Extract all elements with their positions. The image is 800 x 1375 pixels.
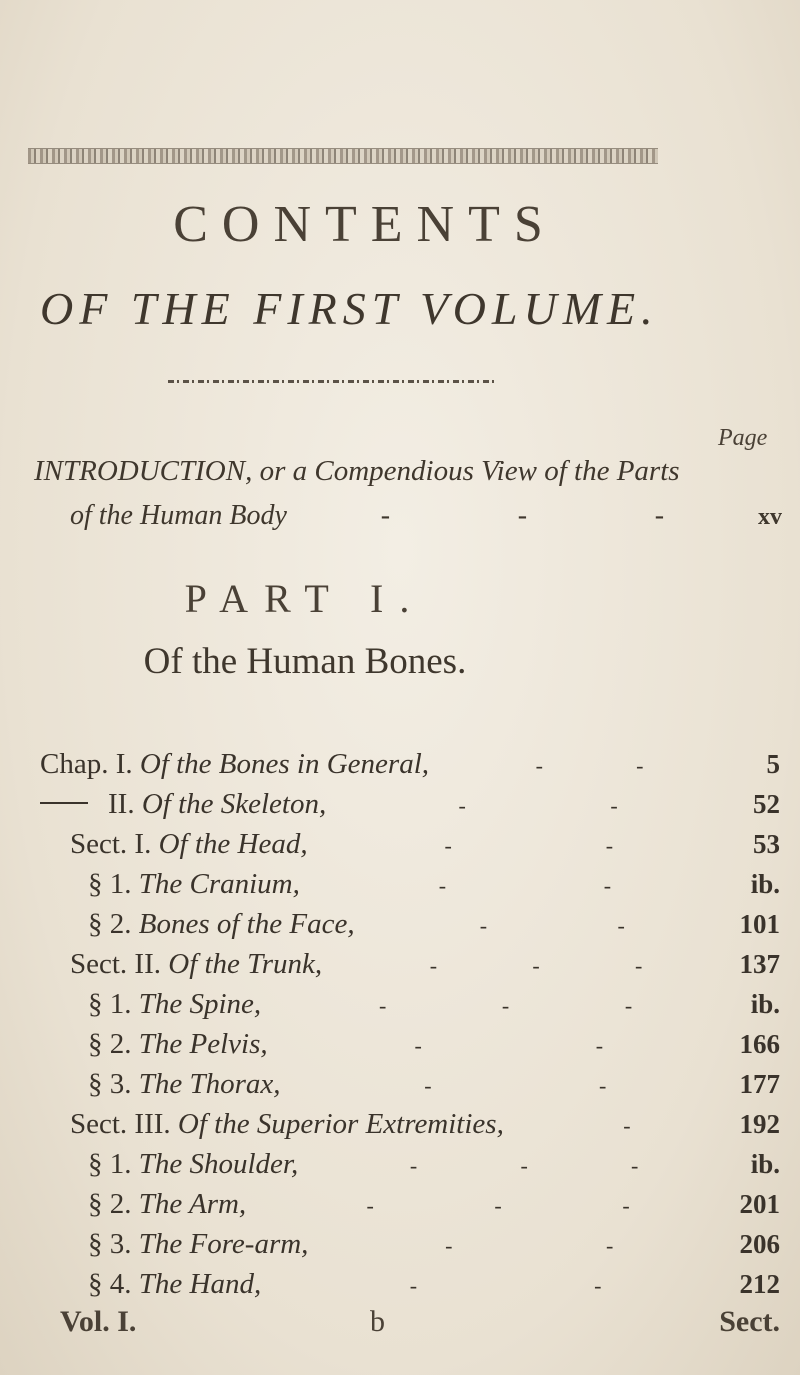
leader-dots: - - — [438, 873, 612, 898]
toc-entry-title: The Spine, — [138, 988, 262, 1020]
toc-entry-label: § 2. — [88, 1028, 132, 1060]
toc-entry-label: II. — [108, 788, 135, 820]
part-subheading: Of the Human Bones. — [143, 641, 467, 682]
toc-entry-page: 201 — [739, 1189, 780, 1219]
toc-entry — [70, 828, 780, 868]
toc-entry — [88, 988, 780, 1028]
toc-entry — [70, 948, 780, 988]
page-column-label: Page — [718, 425, 768, 451]
toc-entry — [40, 748, 780, 788]
toc-entry-label: § 2. — [88, 908, 132, 940]
leader-dots: - - — [445, 1233, 614, 1258]
toc-entry-title: The Arm, — [138, 1188, 247, 1220]
toc-entry-title: Bones of the Face, — [138, 908, 355, 940]
part-heading: PART I. — [184, 576, 426, 621]
toc-entry-page: 137 — [739, 949, 780, 979]
leader-dots: - - — [535, 753, 644, 778]
toc-entry-page: 177 — [739, 1069, 780, 1099]
ornamental-divider — [168, 380, 498, 383]
toc-entry-title: Of the Trunk, — [168, 948, 323, 980]
toc-entry-title: Of the Skeleton, — [141, 788, 327, 820]
toc-entry — [88, 1148, 780, 1188]
toc-entry-title: Of the Head, — [158, 828, 308, 860]
toc-entry-title: Of the Bones in General, — [139, 748, 430, 780]
toc-entry-label: § 1. — [88, 988, 132, 1020]
toc-entry-title: The Fore-arm, — [138, 1228, 309, 1260]
introduction-entry — [70, 500, 782, 532]
toc-entry-label: § 3. — [88, 1068, 132, 1100]
toc-entry-label: Chap. I. — [40, 748, 133, 780]
toc-entry-title: The Thorax, — [138, 1068, 281, 1100]
leader-dots: - - — [458, 793, 618, 818]
toc-entry-label: Sect. III. — [70, 1108, 171, 1140]
toc-entry-page: 206 — [739, 1229, 780, 1259]
page-subtitle: OF THE FIRST VOLUME. — [40, 283, 659, 334]
leader-dots: - - - — [409, 1153, 639, 1178]
introduction-page: xv — [758, 504, 782, 530]
toc-entry-page: 166 — [739, 1029, 780, 1059]
leader-dots: - — [623, 1113, 631, 1138]
toc-entry-label: § 2. — [88, 1188, 132, 1220]
leader-dots: - - - — [366, 1193, 630, 1218]
leader-dots: - - - — [380, 500, 665, 531]
toc-entry-page: 101 — [739, 909, 780, 939]
leader-dots: - - - — [378, 993, 633, 1018]
leader-dots: - - — [444, 833, 614, 858]
toc-entry-label: Sect. II. — [70, 948, 161, 980]
toc-entry-page: 192 — [739, 1109, 780, 1139]
toc-entry-page: ib. — [750, 1149, 780, 1179]
toc-entry — [40, 788, 780, 828]
toc-entry-label: Sect. I. — [70, 828, 152, 860]
toc-entry-title: The Hand, — [138, 1268, 262, 1300]
toc-entry — [88, 1228, 780, 1268]
toc-entry — [88, 1068, 780, 1108]
page-footer — [60, 1305, 780, 1339]
catchword: Sect. — [719, 1305, 780, 1338]
leader-dots: - - — [414, 1033, 604, 1058]
toc-entry — [88, 868, 780, 908]
toc-entry — [88, 908, 780, 948]
leader-dots: - - — [479, 913, 625, 938]
introduction-title: INTRODUCTION, or a Compendious View of the Parts — [34, 455, 680, 487]
toc-entry-page: ib. — [750, 869, 780, 899]
toc-entry-label: § 3. — [88, 1228, 132, 1260]
toc-entry-title: The Cranium, — [138, 868, 300, 900]
toc-entry-label: § 1. — [88, 868, 132, 900]
toc-entry-page: 212 — [739, 1269, 780, 1299]
toc-entry-label: § 1. — [88, 1148, 132, 1180]
leader-dots: - - — [409, 1273, 602, 1298]
top-ornament-band — [28, 148, 658, 164]
toc-entry-title: Of the Superior Extremities, — [177, 1108, 504, 1140]
toc-entry — [88, 1028, 780, 1068]
toc-entry-page: 52 — [753, 789, 780, 819]
signature-volume: Vol. I. — [60, 1305, 137, 1338]
signature-mark: b — [370, 1305, 385, 1338]
toc-entry-label: § 4. — [88, 1268, 132, 1300]
page-title: CONTENTS — [173, 196, 557, 253]
toc-entry-page: ib. — [750, 989, 780, 1019]
leader-dots: - - - — [429, 953, 643, 978]
leader-dots: - - — [424, 1073, 607, 1098]
toc-entry — [88, 1268, 780, 1308]
toc-entry-title: The Shoulder, — [138, 1148, 299, 1180]
toc-entry-page: 53 — [753, 829, 780, 859]
introduction-title-continued: of the Human Body — [70, 500, 287, 531]
toc-entry-title: The Pelvis, — [138, 1028, 268, 1060]
toc-entry — [88, 1188, 780, 1228]
ditto-dash — [40, 802, 88, 804]
toc-entry-page: 5 — [766, 749, 780, 779]
toc-entry — [70, 1108, 780, 1148]
